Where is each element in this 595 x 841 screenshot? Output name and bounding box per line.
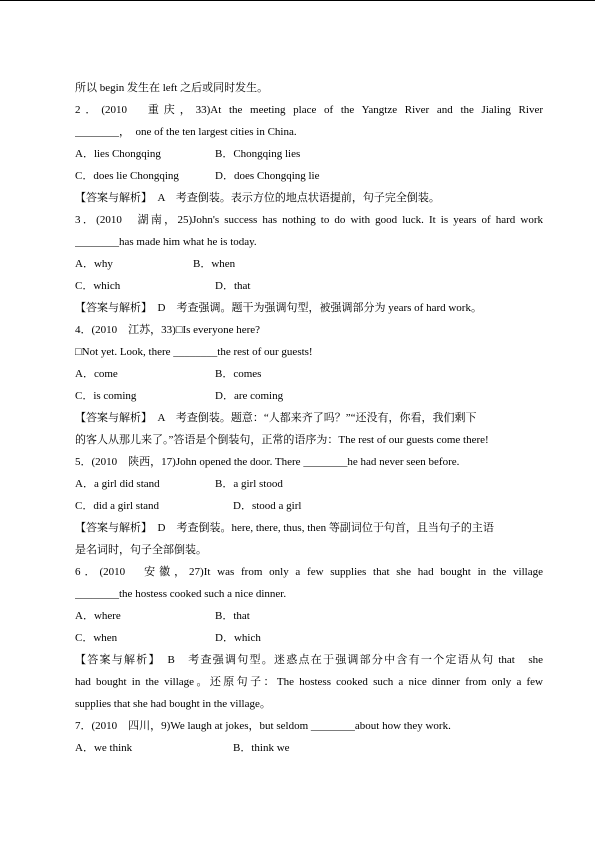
question-4-stem-cont: □Not yet. Look, there ________the rest of our guests! bbox=[75, 346, 313, 358]
question-7-stem: 7．(2010 四川，9)We laugh at jokes，but seldom ________about how they work. bbox=[75, 720, 451, 732]
option-c: C．does lie Chongqing bbox=[75, 170, 179, 182]
question-3-stem-cont: ________has made him what he is today. bbox=[75, 236, 257, 248]
option-d: D．stood a girl bbox=[233, 500, 302, 512]
option-d: D．which bbox=[215, 632, 261, 644]
option-c: C．is coming bbox=[75, 390, 137, 402]
question-2-options-ab bbox=[75, 143, 543, 165]
answer-analysis-5-cont: 是名词时，句子全部倒装。 bbox=[75, 544, 207, 556]
answer-analysis-2: 【答案与解析】 A 考查倒装。表示方位的地点状语提前，句子完全倒装。 bbox=[75, 192, 440, 204]
option-a: A．why bbox=[75, 258, 113, 270]
option-a: A．we think bbox=[75, 742, 133, 754]
question-2-options-cd bbox=[75, 165, 543, 187]
option-c: C．when bbox=[75, 632, 118, 644]
answer-analysis-3: 【答案与解析】 D 考查强调。题干为强调句型，被强调部分为 years of hard work。 bbox=[75, 302, 482, 314]
option-d: D．that bbox=[215, 280, 251, 292]
option-d: D．are coming bbox=[215, 390, 284, 402]
question-6-stem: 6．(2010 安徽，27)It was from only a few supplies that she had bought in the village bbox=[75, 566, 543, 578]
question-4-options-cd bbox=[75, 385, 543, 407]
option-c: C．did a girl stand bbox=[75, 500, 160, 512]
answer-analysis-6-cont-2: supplies that she had bought in the village。 bbox=[75, 698, 271, 710]
option-a: A．where bbox=[75, 610, 121, 622]
question-6-options-cd bbox=[75, 627, 543, 649]
question-3-options-cd bbox=[75, 275, 543, 297]
question-5-options-cd bbox=[75, 495, 543, 517]
question-7-options-ab bbox=[75, 737, 543, 759]
question-5-options-ab bbox=[75, 473, 543, 495]
answer-analysis-5: 【答案与解析】 D 考查倒装。here, there, thus, then 等副词位于句首，且当句子的主语 bbox=[75, 522, 494, 534]
option-b: B．a girl stood bbox=[215, 478, 283, 490]
answer-analysis-4-cont: 的客人从那儿来了。”答语是个倒装句，正常的语序为：The rest of our guests come there! bbox=[75, 434, 489, 446]
question-4-options-ab bbox=[75, 363, 543, 385]
option-c: C．which bbox=[75, 280, 121, 292]
answer-analysis-6-cont: had bought in the village。还原句子：The hostess cooked such a nice dinner from only a few bbox=[75, 676, 543, 688]
option-a: A．lies Chongqing bbox=[75, 148, 161, 160]
option-b: B．comes bbox=[215, 368, 262, 380]
option-b: B．when bbox=[193, 258, 236, 270]
question-4-stem: 4．(2010 江苏，33)□Is everyone here? bbox=[75, 324, 261, 336]
document-body bbox=[75, 77, 543, 759]
option-b: B．think we bbox=[233, 742, 290, 754]
answer-analysis-6: 【答案与解析】 B 考查强调句型。迷惑点在于强调部分中含有一个定语从句 that she bbox=[75, 654, 543, 666]
option-b: B．that bbox=[215, 610, 250, 622]
question-2-stem-cont: ________， one of the ten largest cities in China. bbox=[75, 126, 297, 138]
option-a: A．come bbox=[75, 368, 118, 380]
question-5-stem: 5．(2010 陕西，17)John opened the door. There ________he had never seen before. bbox=[75, 456, 460, 468]
option-d: D．does Chongqing lie bbox=[215, 170, 320, 182]
answer-analysis-4: 【答案与解析】 A 考查倒装。题意：“人都来齐了吗？”“还没有，你看，我们剩下 bbox=[75, 412, 477, 424]
question-2-stem: 2．(2010 重庆，33)At the meeting place of the Yangtze River and the Jialing River bbox=[75, 104, 543, 116]
option-a: A．a girl did stand bbox=[75, 478, 160, 490]
text-line: 所以 begin 发生在 left 之后或同时发生。 bbox=[75, 82, 269, 94]
top-rule bbox=[0, 0, 595, 1]
question-6-options-ab bbox=[75, 605, 543, 627]
question-6-stem-cont: ________the hostess cooked such a nice dinner. bbox=[75, 588, 287, 600]
question-3-options-ab bbox=[75, 253, 543, 275]
option-b: B．Chongqing lies bbox=[215, 148, 301, 160]
question-3-stem: 3．(2010 湖南，25)John's success has nothing to do with good luck. It is years of hard work bbox=[75, 214, 543, 226]
